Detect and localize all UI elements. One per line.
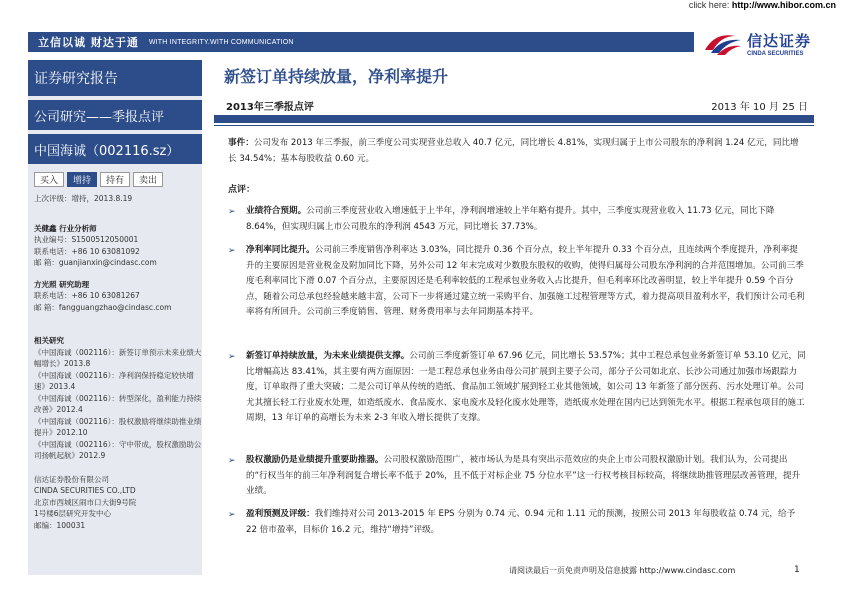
rating-row [34,172,202,187]
event-label: 事件： [228,138,254,148]
analyst1-cert: 执业编号：S1500512050001 [34,235,139,244]
header-divider-thin [214,125,814,126]
main-content [214,60,814,90]
company-postcode: 邮编：100031 [34,520,86,530]
analyst1-email[interactable]: 邮 箱：guanjianxin@cindasc.com [34,258,157,267]
analyst2-title: 方光照 研究助理 [34,279,90,289]
point-lead: 盈利预测及评级： [246,509,315,519]
point-text: 公司前三季度销售净利率达 3.03%，同比提升 0.36 个百分点，较上半年提升 0.33 个百分点，且连续两个季度提升，净利率提升的主要原因是营业税金及附加同比下降，另外公司 12 年末完成对少数股东股权的收购，使得归属母公司股东净利润的合并范围增加。公司前三季度毛利率同比下滑 0.07 个百分点，主要原因还是毛利率较低的工程承包业务收入占比提升，但毛利率环比改善明显，较上半年提升 0.59 个百分点，随着公司总承包经验越来越丰富，公司下一步将通过建立统一采购平台、加强施工过程管理等方式，着力提高项目盈利水平，我们预计公司毛利率将有所回升。公司前三季度销售、管理、财务费用率与去年同期基本持平。 [246,245,805,317]
company-name-cn: 信达证券股份有限公司 [34,474,109,484]
point-2 [246,243,806,321]
analyst1-phone: 联系电话：+86 10 63081092 [34,246,140,256]
company-address-2: 1号楼6层研究开发中心 [34,509,112,518]
related-item[interactable]: 《中国海诚（002116）：新签订单预示未来业绩大幅增长》2013.8 [34,347,202,368]
company-address: 北京市西城区闹市口大街9号院 [34,497,137,507]
page-number: 1 [794,565,800,575]
report-date: 2013 年 10 月 25 日 [711,102,808,113]
sidebar [28,60,202,575]
arrow-bullet-icon: ➢ [228,456,236,466]
point-4 [246,453,806,500]
top-link-url[interactable]: http://www.hibor.com.cn [731,0,836,10]
point-lead: 净利率同比提升。 [246,245,315,255]
related-item[interactable]: 《中国海诚（002116）：股权激励将继续助推业绩提升》2012.10 [34,416,202,437]
arrow-bullet-icon: ➢ [228,510,236,520]
point-3 [246,349,806,427]
analyst1-block [28,223,202,269]
sidebar-report-category: 公司研究——季报点评 [28,100,202,130]
header-bar [28,32,694,52]
arrow-bullet-icon: ➢ [228,352,236,362]
point-5 [246,507,806,538]
company-info [28,474,202,532]
logo-en-text: CINDA SECURITIES [747,50,804,57]
point-1 [246,204,806,235]
arrow-bullet-icon: ➢ [228,246,236,256]
rating-overweight: 增持 [67,172,97,187]
analyst2-email[interactable]: 邮 箱：fangguangzhao@cindasc.com [34,302,172,312]
top-link-prefix: click here: [688,0,732,10]
related-title: 相关研究 [34,336,64,345]
point-lead: 股权激励仍是业绩提升重要助推器。 [246,455,384,465]
company-name-en: CINDA SECURITIES CO.,LTD [34,486,136,495]
logo-cn-text: 信达证券 [747,31,812,50]
point-lead: 业绩符合预期。 [246,206,307,216]
analyst1-title: 关健鑫 行业分析师 [34,223,97,233]
footer-disclaimer[interactable]: 请阅读最后一页免责声明及信息披露 http://www.cindasc.com [509,566,736,575]
header-english-slogan: WITH INTEGRITY.WITH COMMUNICATION [148,38,294,46]
cinda-logo-icon [703,30,743,56]
rating-hold: 持有 [100,172,130,187]
rating-sell: 卖出 [133,172,163,187]
header-divider [214,115,814,123]
top-link-line [689,0,836,10]
point-text: 公司前三季度新签订单 67.96 亿元，同比增长 53.57%；其中工程总承包业务新签订单 53.10 亿元，同比增幅高达 83.41%，其主要有两方面原因：一是工程总承包业务由母公司扩展到主要子公司，部分子公司如北京、长沙公司通过加强市场跟踪力度，订单取得了重大突破；二是公司订单从传统的造纸、食品加工领域扩展到轻工业其他领域，如公司 13 年新签了部分医药、污水处理订单。公司尤其擅长轻工行业废水处理，如造纸废水、食品废水、家电废水及轻化废水处理等，造纸废水处理在国内已达到领先水平。根据工程承包项目的施工周期，13 年订单的高增长为未来 2-3 年收入增长提供了支撑。 [246,351,806,423]
related-research [28,335,202,462]
related-item[interactable]: 《中国海诚（002116）：守中带成，股权激励助公司扬帆起航》2012.9 [34,439,202,460]
sidebar-report-type: 证券研究报告 [28,60,202,96]
analyst2-phone: 联系电话：+86 10 63081267 [34,291,140,300]
rating-buy: 买入 [34,172,64,187]
point-lead: 新签订单持续放量，为未来业绩提供支撑。 [246,351,410,361]
report-type: 2013年三季报点评 [226,102,314,113]
arrow-bullet-icon: ➢ [228,207,236,217]
sidebar-stock-name: 中国海诚（002116.sz） [28,134,202,164]
last-rating: 上次评级：增持，2013.8.19 [34,194,133,203]
event-text: 公司发布 2013 年三季报，前三季度公司实现营业总收入 40.7 亿元，同比增长 4.81%，实现归属于上市公司股东的净利润 1.24 亿元，同比增长 34.54%；基本每股收益 0.60 元。 [228,138,799,164]
point-text: 公司前三季度营业收入增速低于上半年，净利润增速较上半年略有提升。其中，三季度实现营业收入 11.73 亿元，同比下降 8.64%，但实现归属上市公司股东的净利润 4543 万元，同比增长 37.73%。 [246,206,775,232]
point-text: 公司股权激励范围广，被市场认为是具有突出示范效应的央企上市公司股权激励计划。我们认为，公司提出的“行权当年的前三年净利润复合增长率不低于 20%，且不低于对标企业 75 分位水平”这一行权考核目标较高，将继续助推管理层改善管理，提升业绩。 [246,455,801,496]
page-title: 新签订单持续放量，净利率提升 [224,66,449,86]
point-text: 我们维持对公司 2013-2015 年 EPS 分别为 0.74 元、0.94 元和 1.11 元的预测，按照公司 2013 年每股收益 0.74 元，给予 22 倍市盈率，目标价 16.2 元，维持“增持”评级。 [246,509,796,535]
points-label: 点评： [228,185,256,195]
company-logo [703,26,823,60]
analyst2-block [28,279,202,314]
header-slogan: 立信以诚 财达于通 [38,36,139,49]
event-paragraph [228,136,806,167]
related-item[interactable]: 《中国海诚（002116）：净利润保持稳定较快增速》2013.4 [34,370,194,391]
report-subheader [214,98,814,113]
related-item[interactable]: 《中国海诚（002116）：转型深化，盈利能力持续改善》2012.4 [34,393,202,414]
